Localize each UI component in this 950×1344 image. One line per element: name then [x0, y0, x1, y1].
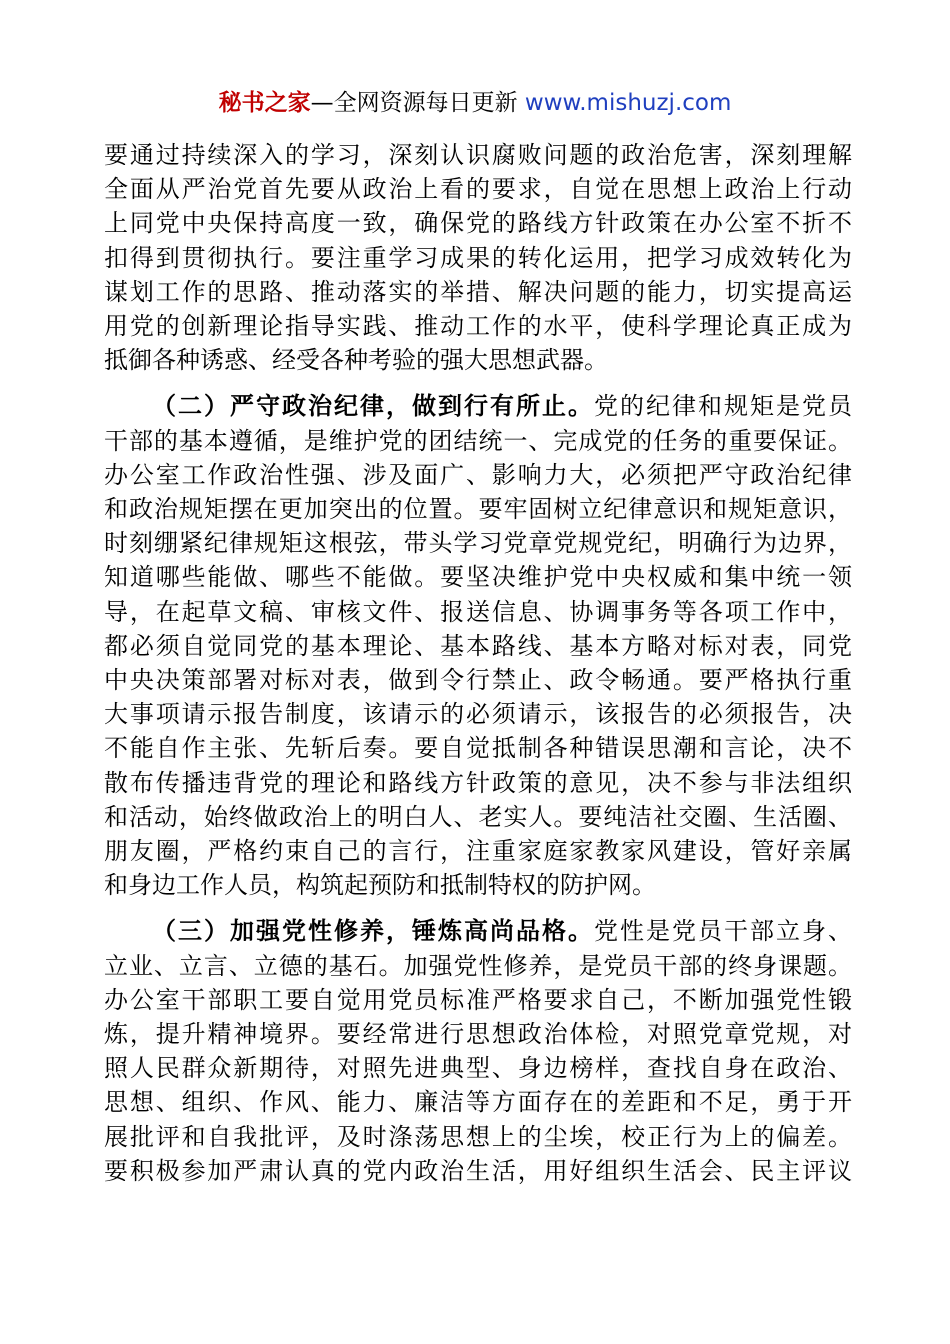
text-line: 朋友圈，严格约束自己的言行，注重家庭家教家风建设，管好亲属 — [104, 837, 852, 866]
text-line: 中央决策部署对标对表，做到令行禁止、政令畅通。要严格执行重 — [104, 666, 852, 695]
text-line: 和活动，始终做政治上的明白人、老实人。要纯洁社交圈、生活圈、 — [104, 802, 852, 831]
text-line: 立业、立言、立德的基石。加强党性修养，是党员干部的终身课题。 — [104, 951, 852, 980]
text-line: 不能自作主张、先斩后奏。要自觉抵制各种错误思潮和言论，决不 — [104, 734, 852, 763]
text-line: 展批评和自我批评，及时涤荡思想上的尘埃，校正行为上的偏差。 — [104, 1122, 852, 1151]
text-line: 办公室工作政治性强、涉及面广、影响力大，必须把严守政治纪律 — [104, 460, 852, 489]
text-line — [104, 389, 852, 423]
text-line: 知道哪些能做、哪些不能做。要坚决维护党中央权威和集中统一领 — [104, 563, 852, 592]
text-fragment: 党性是党员干部立身、 — [594, 917, 852, 946]
text-line — [104, 914, 852, 948]
section-heading: （二）严守政治纪律，做到行有所止。 — [152, 392, 594, 421]
text-line: 用党的创新理论指导实践、推动工作的水平，使科学理论真正成为 — [104, 312, 852, 341]
paragraph-2 — [104, 389, 852, 902]
paragraph-3 — [104, 914, 852, 1188]
text-fragment: 党的纪律和规矩是党员 — [594, 392, 852, 421]
text-line: 抵御各种诱惑、经受各种考验的强大思想武器。 — [104, 346, 608, 375]
text-line: 全面从严治党首先要从政治上看的要求，自觉在思想上政治上行动 — [104, 175, 852, 204]
document-body — [104, 138, 852, 1188]
site-url-link[interactable]: www.mishuzj.com — [524, 90, 732, 116]
text-line: 思想、组织、作风、能力、廉洁等方面存在的差距和不足，勇于开 — [104, 1088, 852, 1117]
site-brand: 秘书之家 — [218, 90, 311, 116]
text-line: 谋划工作的思路、推动落实的举措、解决问题的能力，切实提高运 — [104, 277, 852, 306]
text-line: 扣得到贯彻执行。要注重学习成果的转化运用，把学习成效转化为 — [104, 243, 852, 272]
text-line: 炼，提升精神境界。要经常进行思想政治体检，对照党章党规，对 — [104, 1020, 852, 1049]
text-line: 导，在起草文稿、审核文件、报送信息、协调事务等各项工作中， — [104, 597, 852, 626]
text-line: 干部的基本遵循，是维护党的团结统一、完成党的任务的重要保证。 — [104, 426, 852, 455]
text-line: 时刻绷紧纪律规矩这根弦，带头学习党章党规党纪，明确行为边界， — [104, 529, 852, 558]
text-line: 要积极参加严肃认真的党内政治生活，用好组织生活会、民主评议 — [104, 1156, 852, 1185]
text-line: 要通过持续深入的学习，深刻认识腐败问题的政治危害，深刻理解 — [104, 141, 852, 169]
site-tagline: —全网资源每日更新 — [310, 90, 518, 116]
text-line: 和身边工作人员，构筑起预防和抵制特权的防护网。 — [104, 871, 656, 900]
section-heading: （三）加强党性修养，锤炼高尚品格。 — [152, 917, 594, 946]
text-line: 大事项请示报告制度，该请示的必须请示，该报告的必须报告，决 — [104, 700, 852, 729]
text-line: 上同党中央保持高度一致，确保党的路线方针政策在办公室不折不 — [104, 209, 852, 238]
text-line: 办公室干部职工要自觉用党员标准严格要求自己，不断加强党性锻 — [104, 985, 852, 1014]
paragraph-1 — [104, 138, 852, 377]
text-line: 都必须自觉同党的基本理论、基本路线、基本方略对标对表，同党 — [104, 631, 852, 660]
page-header — [0, 86, 950, 120]
text-line: 散布传播违背党的理论和路线方针政策的意见，决不参与非法组织 — [104, 768, 852, 797]
text-line: 和政治规矩摆在更加突出的位置。要牢固树立纪律意识和规矩意识， — [104, 495, 852, 524]
text-line: 照人民群众新期待，对照先进典型、身边榜样，查找自身在政治、 — [104, 1054, 852, 1083]
